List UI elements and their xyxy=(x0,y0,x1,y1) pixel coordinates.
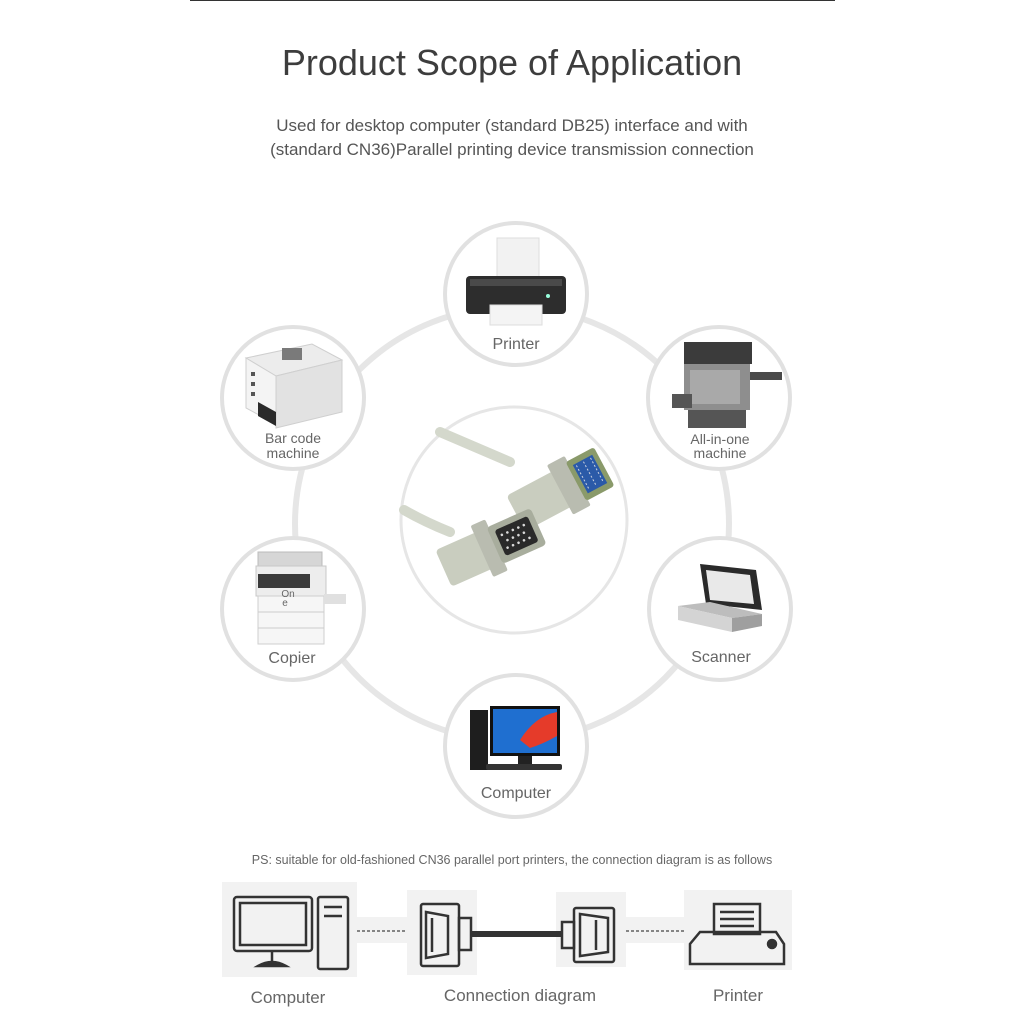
all-in-one-label-line-1: All-in-one xyxy=(690,431,750,447)
device-node-printer xyxy=(445,223,587,365)
subtitle-line-2: (standard CN36)Parallel printing device transmission connection xyxy=(270,140,754,159)
device-node-barcode-machine xyxy=(222,327,364,469)
scanner-label: Scanner xyxy=(691,649,751,666)
device-node-copier xyxy=(222,538,364,680)
barcode-printer-icon xyxy=(246,344,342,428)
computer-label: Computer xyxy=(480,785,552,802)
diagram-link-right-bg xyxy=(626,917,684,943)
connection-note: PS: suitable for old-fashioned CN36 parallel port printers, the connection diagram is as follows xyxy=(251,853,773,867)
copier-badge-line-1: On xyxy=(281,589,295,600)
copier-badge-line-2: e xyxy=(282,598,288,609)
device-node-scanner xyxy=(649,538,791,680)
barcode-label-line-2: machine xyxy=(266,445,320,461)
page-title: Product Scope of Application xyxy=(281,42,743,83)
all-in-one-label-line-2: machine xyxy=(693,445,747,461)
diagram-computer-label: Computer xyxy=(250,988,326,1007)
device-node-all-in-one xyxy=(648,327,790,469)
copier-label: Copier xyxy=(268,650,316,667)
printer-label: Printer xyxy=(492,336,540,353)
device-node-computer xyxy=(445,675,587,817)
diagram-link-left-bg xyxy=(357,917,407,943)
center-cable-node xyxy=(401,407,627,633)
diagram-computer-box xyxy=(222,882,357,977)
diagram-connection-label: Connection diagram xyxy=(443,986,597,1005)
subtitle-line-1: Used for desktop computer (standard DB25) interface and with xyxy=(276,116,748,135)
diagram-cable-box xyxy=(407,890,626,975)
diagram-printer-box xyxy=(684,890,792,970)
diagram-printer-label: Printer xyxy=(712,986,764,1005)
barcode-label-line-1: Bar code xyxy=(264,430,322,446)
